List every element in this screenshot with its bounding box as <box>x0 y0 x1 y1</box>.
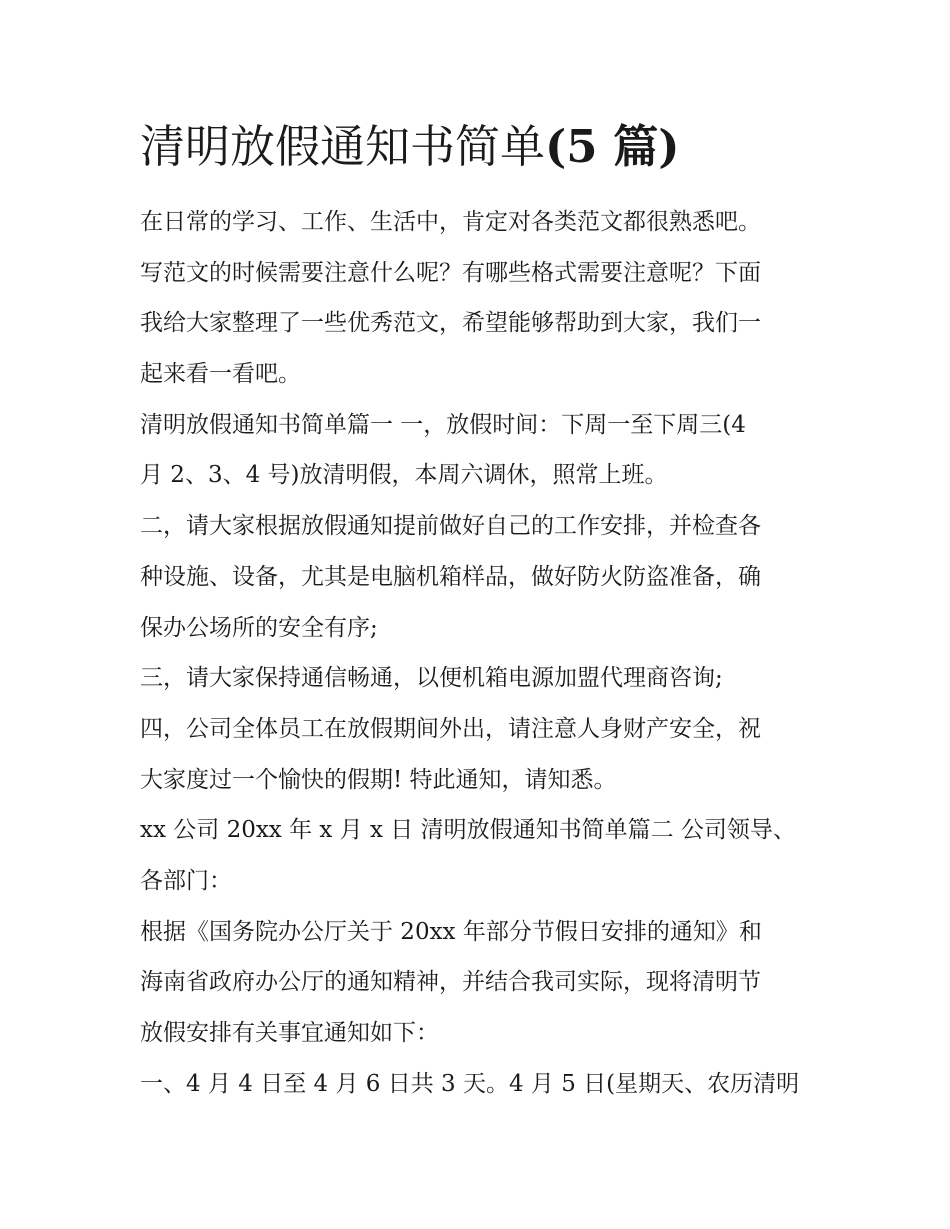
text-line: 各部门： <box>140 867 232 894</box>
text-line: 我给大家整理了一些优秀范文，希望能够帮助到大家，我们一 <box>140 310 761 337</box>
text-line: 大家度过一个愉快的假期! 特此通知，请知悉。 <box>140 766 617 793</box>
text-line: 保办公场所的安全有序; <box>140 614 378 641</box>
text-line: 清明放假通知书简单篇一 一，放假时间：下周一至下周三(4 <box>140 411 746 438</box>
text-line: 四，公司全体员工在放假期间外出，请注意人身财产安全，祝 <box>140 715 761 742</box>
text-line: 写范文的时候需要注意什么呢？有哪些格式需要注意呢？下面 <box>140 259 761 286</box>
title-suffix: (5 篇) <box>545 120 680 173</box>
text-line: 种设施、设备，尤其是电脑机箱样品，做好防火防盗准备，确 <box>140 563 761 590</box>
text-line: 起来看一看吧。 <box>140 361 301 388</box>
document-body <box>140 197 820 1109</box>
text-line: 月 2、3、4 号)放清明假，本周六调休，照常上班。 <box>140 462 668 489</box>
text-line: 在日常的学习、工作、生活中，肯定对各类范文都很熟悉吧。 <box>140 209 761 235</box>
text-line: 海南省政府办公厅的通知精神，并结合我司实际，现将清明节 <box>140 969 761 996</box>
text-line: 三，请大家保持通信畅通，以便机箱电源加盟代理商咨询; <box>140 665 723 692</box>
text-line: xx 公司 20xx 年 x 月 x 日 清明放假通知书简单篇二 公司领导、 <box>140 817 796 844</box>
text-line: 二，请大家根据放假通知提前做好自己的工作安排，并检查各 <box>140 513 761 540</box>
text-line: 放假安排有关事宜通知如下： <box>140 1020 439 1046</box>
text-line: 一、4 月 4 日至 4 月 6 日共 3 天。4 月 5 日(星期天、农历清明 <box>140 1070 800 1097</box>
title-main: 清明放假通知书简单 <box>140 120 546 173</box>
document-title <box>140 114 840 180</box>
text-line: 根据《国务院办公厅关于 20xx 年部分节假日安排的通知》和 <box>140 918 762 945</box>
